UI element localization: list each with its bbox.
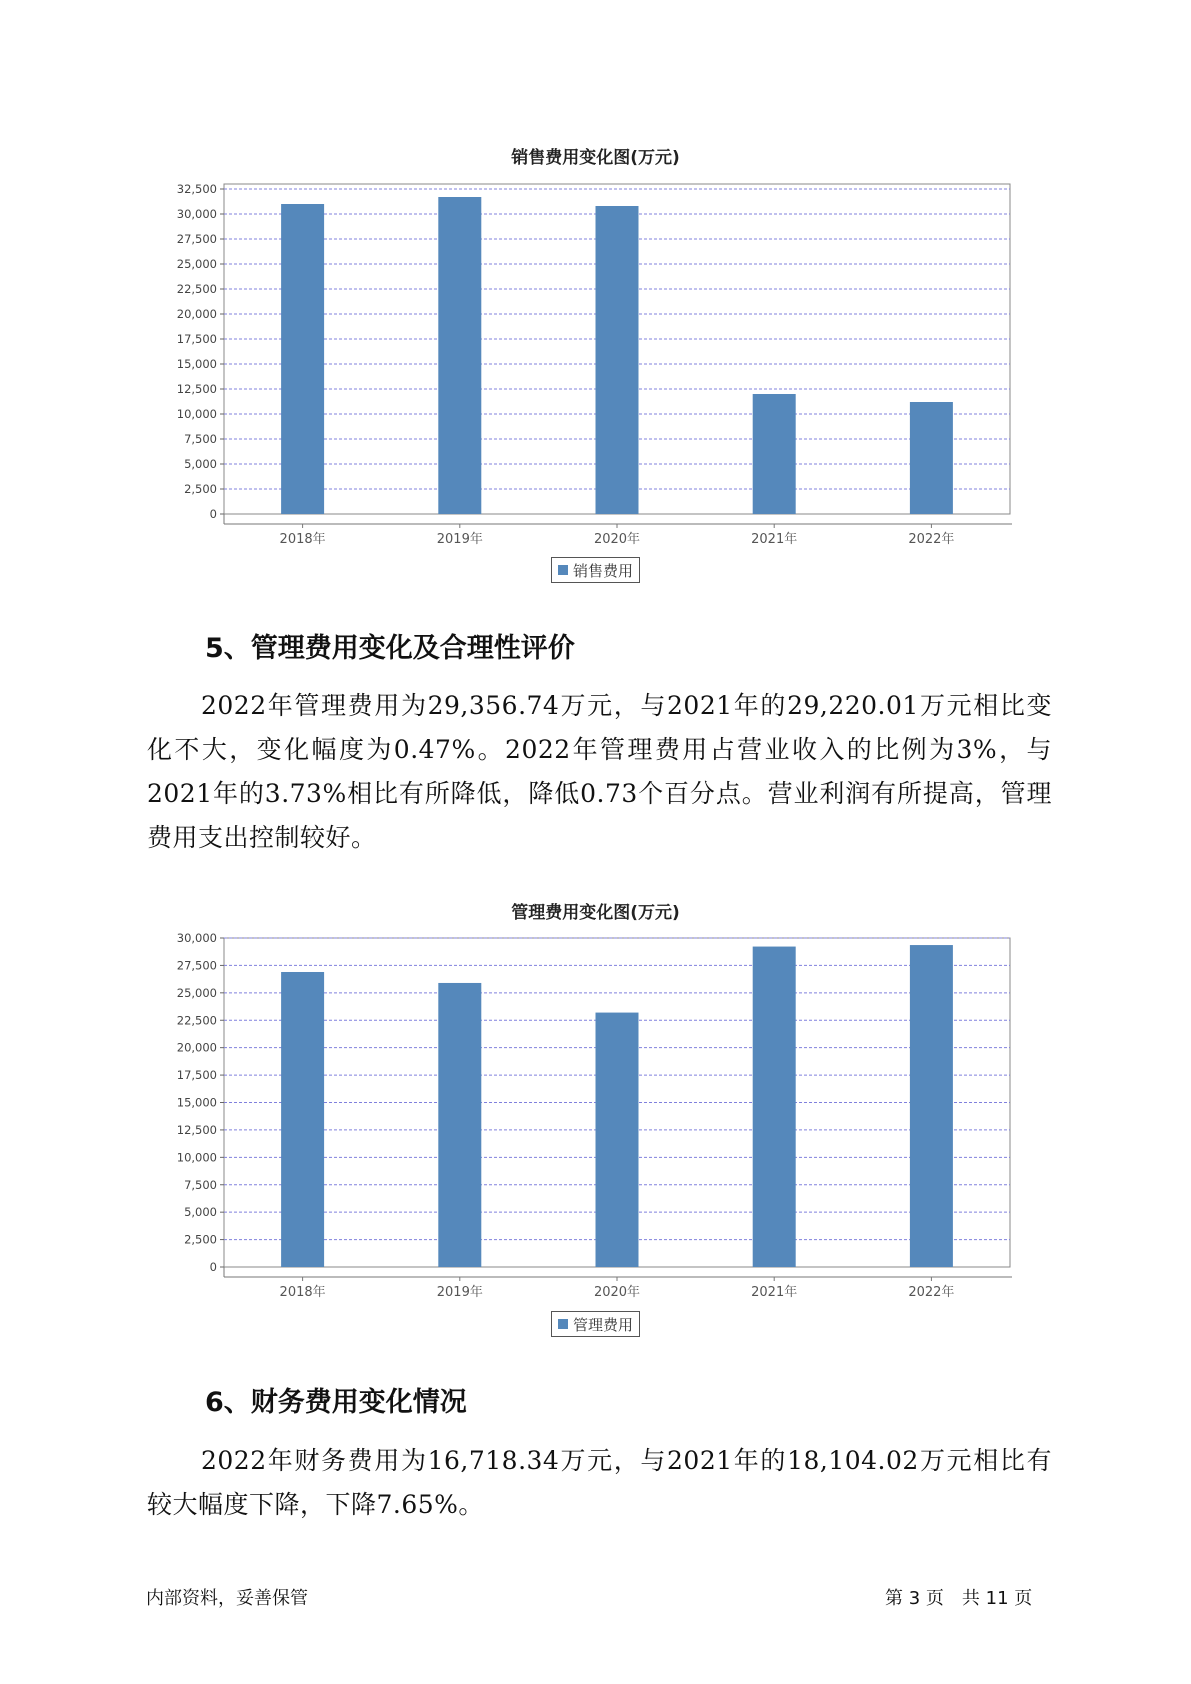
x-tick-label: 2018年	[279, 1285, 326, 1300]
y-tick-label: 5,000	[184, 457, 217, 471]
y-tick-label: 10,000	[176, 1150, 217, 1165]
chart-legend	[551, 1311, 640, 1337]
section-paragraph: 2022年财务费用为16,718.34万元，与2021年的18,104.02万元相比有较大幅度下降，下降7.65%。	[147, 1446, 1052, 1519]
y-tick-label: 17,500	[176, 1068, 217, 1083]
y-tick-label: 10,000	[176, 407, 217, 421]
chart-title: 管理费用变化图(万元)	[511, 903, 680, 923]
y-tick-label: 25,000	[176, 985, 217, 1000]
y-tick-label: 7,500	[184, 432, 217, 446]
x-tick-label: 2020年	[593, 532, 641, 547]
y-tick-label: 27,500	[176, 958, 217, 973]
legend-label: 销售费用	[573, 561, 634, 580]
bar	[910, 945, 953, 1267]
y-tick-label: 7,500	[184, 1177, 217, 1192]
x-tick-label: 2018年	[279, 532, 326, 547]
y-tick-label: 5,000	[184, 1205, 217, 1220]
y-tick-label: 30,000	[176, 931, 217, 945]
x-tick-label: 2020年	[593, 1285, 641, 1300]
legend-swatch	[558, 1319, 568, 1329]
y-tick-label: 20,000	[176, 307, 217, 321]
chart-title: 销售费用变化图(万元)	[511, 148, 680, 168]
y-tick-label: 2,500	[184, 1232, 217, 1247]
y-tick-label: 22,500	[176, 1013, 217, 1028]
y-tick-label: 2,500	[184, 482, 217, 496]
y-tick-label: 17,500	[176, 332, 217, 346]
y-tick-label: 20,000	[176, 1040, 217, 1055]
y-tick-label: 0	[209, 1260, 217, 1274]
x-tick-label: 2019年	[436, 532, 483, 547]
bar	[438, 983, 481, 1267]
footer-right: 第 3 页 共 11 页	[885, 1588, 1033, 1609]
bar	[753, 947, 796, 1267]
y-tick-label: 32,500	[176, 182, 217, 196]
y-tick-label: 0	[209, 507, 217, 521]
y-tick-label: 12,500	[176, 1122, 217, 1137]
section-heading: 6、财务费用变化情况	[205, 1387, 467, 1418]
y-tick-label: 22,500	[176, 282, 217, 296]
y-tick-label: 25,000	[176, 257, 217, 271]
y-tick-label: 15,000	[176, 1095, 217, 1110]
x-tick-label: 2021年	[751, 532, 798, 547]
section-paragraph: 2022年管理费用为29,356.74万元，与2021年的29,220.01万元相比变化不大，变化幅度为0.47%。2022年管理费用占营业收入的比例为3%，与2021年的3.73%相比有所降低，降低0.73个百分点。营业利润有所提高，管理费用支出控制较好。	[147, 691, 1052, 852]
x-tick-label: 2019年	[436, 1285, 483, 1300]
x-tick-label: 2022年	[908, 1285, 955, 1300]
legend-label: 管理费用	[573, 1315, 634, 1334]
footer-left: 内部资料，妥善保管	[146, 1588, 308, 1609]
x-tick-label: 2022年	[908, 532, 955, 547]
bar	[596, 1013, 639, 1267]
y-tick-label: 15,000	[176, 357, 217, 371]
section-heading: 5、管理费用变化及合理性评价	[205, 633, 575, 664]
y-tick-label: 12,500	[176, 382, 217, 396]
x-tick-label: 2021年	[751, 1285, 798, 1300]
y-tick-label: 27,500	[176, 232, 217, 246]
bar	[281, 972, 324, 1267]
y-tick-label: 30,000	[176, 207, 217, 221]
